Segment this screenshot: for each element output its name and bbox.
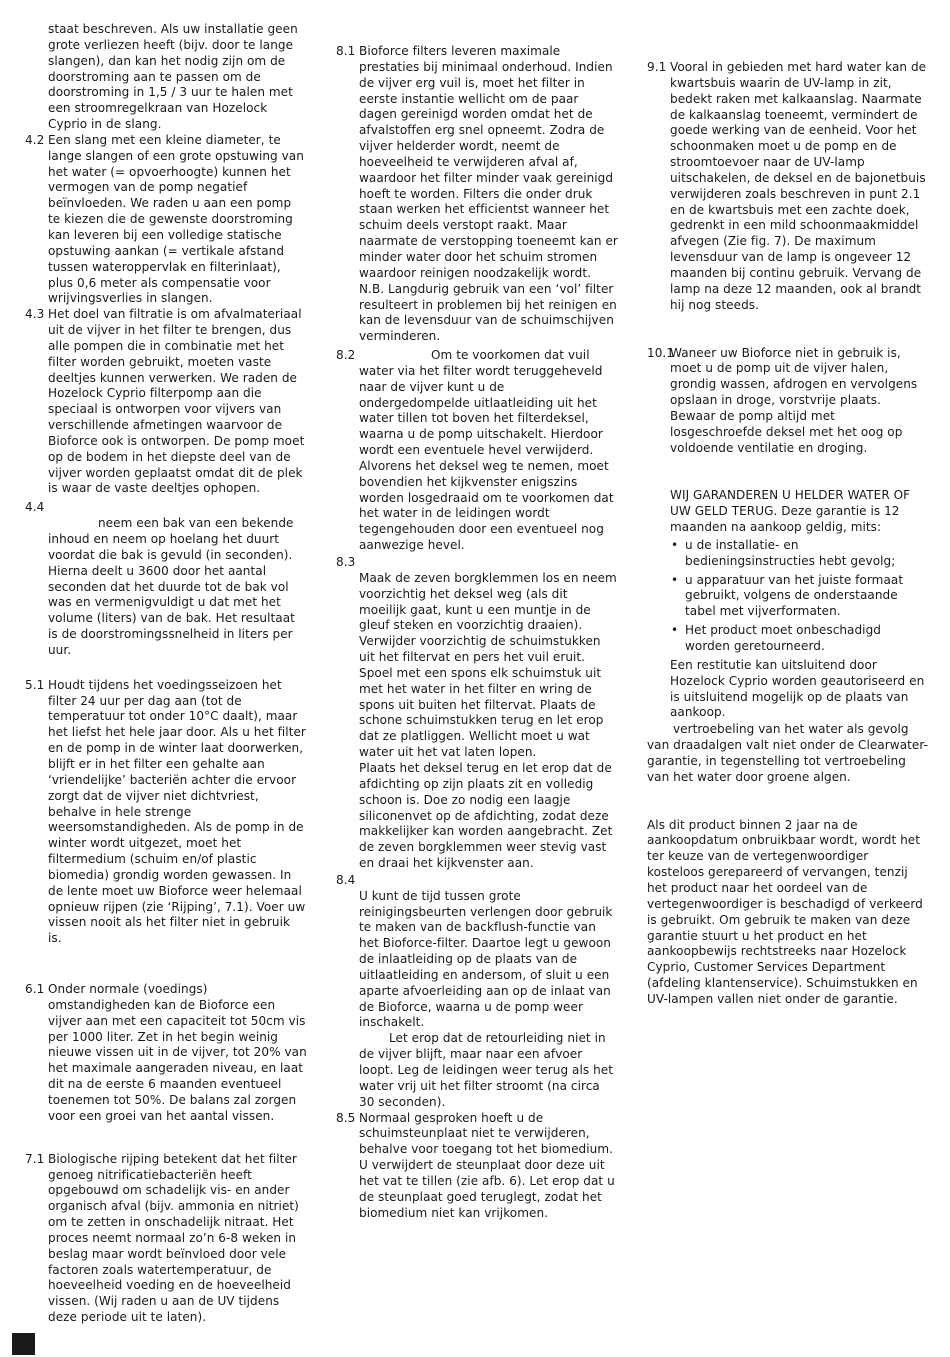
guarantee-intro: WIJ GARANDEREN U HELDER WATER OF UW GELD TERUG. Deze garantie is 12 maanden na aankoop geldig, mits: <box>670 488 911 535</box>
section-text: Biologische rijping betekent dat het filter genoeg nitrificatiebacteriën heeft opgebouwd om schadelijk vis- en ander organisch afval (bijv. ammonia en nitriet) om te zetten in onschadelijk nitraat. Het proces neemt normaal zo’n 6-8 weken in beslag maar wordt beïnvloed door vele factoren zoals watertemperatuur, de hoeveelheid voeding en de hoeveelheid vissen. (Wij raden u aan de UV tijdens deze periode uit te laten). <box>48 1151 299 1325</box>
column-middle <box>336 44 618 1221</box>
bullet-icon: • <box>671 537 679 552</box>
column-left <box>25 22 307 1326</box>
section-number: 5.1 <box>25 677 45 692</box>
bullet-icon: • <box>671 623 679 638</box>
bullet-icon: • <box>671 572 679 587</box>
section-number: 6.1 <box>25 982 45 997</box>
section-text-a: U kunt de tijd tussen grote reinigingsbeurten verlengen door gebruik te maken van de backflush-functie van het Bioforce-filter. Daartoe legt u gewoon de inlaatleiding op de plaats van de uitlaatleiding en andersom, of sluit u een aparte afvoerleiding aan op de inlaat van de Bioforce, waarna u de pomp weer inschakelt. <box>359 888 613 1030</box>
section-text: Waneer uw Bioforce niet in gebruik is, moet u de pomp uit de vijver halen, grondig wassen, afdrogen en vervolgens opslaan in droge, vorstvrije plaats. Bewaar de pomp altijd met losgeschroefde deksel met het oog op voldoende ventilatie en droging. <box>670 345 918 455</box>
section-4-4 <box>25 500 307 658</box>
list-item <box>670 623 929 655</box>
section-number: 10.1 <box>647 345 675 360</box>
section-5-1 <box>25 678 307 947</box>
section-text: Houdt tijdens het voedingsseizoen het filter 24 uur per dag aan (tot de temperatuur tot onder 10°C daalt), maar het liefst het hele jaar door. Als u het filter en de pomp in de winter laat doorwerken, blijft er in het filter een gehalte aan ‘vriendelijke’ bacteriën achter die ervoor zorgt dat de vijver niet dichtvriest, behalve in hele strenge weersomstandigheden. Als de pomp in de winter wordt uitgezet, moet het filtermedium (schuim en/of plastic biomedia) grondig worden gewassen. In de lente moet uw Bioforce weer helemaal opnieuw rijpen (zie ‘Rijping’, 7.1). Voer uw vissen nooit als het filter niet in gebruik is. <box>48 677 306 946</box>
section-text: Het doel van filtratie is om afvalmateriaal uit de vijver in het filter te brengen, dus alle pompen die in combinatie met het filter worden gebruikt, moeten vaste deeltjes kunnen verwerken. We raden de Hozelock Cyprio filterpomp aan die speciaal is ontworpen voor vijvers van verschillende afmetingen waarvoor de Bioforce ook is ontworpen. De pomp moet op de bodem in het diepste deel van de vijver worden geplaatst omdat dit de plek is waar de vaste deeltjes ophopen. <box>48 307 305 496</box>
section-8-5 <box>336 1111 618 1222</box>
section-text-b: Plaats het deksel terug en let erop dat de afdichting op zijn plaats zit en volledig schoon is. Doe zo nodig een laagje siliconenvet op de afdichting, zodat deze makkelijker kan worden aangebracht. Zet de zeven borgklemmen weer stevig vast en draai het kijkvenster aan. <box>359 760 613 871</box>
list-item <box>670 573 929 621</box>
section-number: 4.4 <box>25 500 45 515</box>
guarantee-block <box>647 488 929 721</box>
section-10-1 <box>647 346 929 457</box>
warranty-text: Als dit product binnen 2 jaar na de aankoopdatum onbruikbaar wordt, wordt het ter keuze van de vertegenwoordiger kosteloos gerepareerd of vervangen, tenzij het product naar het oordeel van de vertegenwoordiger is beschadigd of verkeerd is gebruikt. Om gebruik te maken van deze garantie stuurt u het product en het aankoopbewijs rechtstreeks naar Hozelock Cyprio, Customer Services Department (afdeling klantenservice). Schuimstukken en UV-lampen vallen niet onder de garantie. <box>647 817 923 1006</box>
section-number: 4.3 <box>25 307 45 322</box>
column-right <box>647 60 929 1008</box>
section-8-1 <box>336 44 618 345</box>
section-7-1 <box>25 1152 307 1326</box>
section-text: Een slang met een kleine diameter, te lange slangen of een grote opstuwing van het water (= opvoerhoogte) kunnen het vermogen van de pomp negatief beïnvloeden. We raden u aan een pomp te kiezen die de gewenste doorstroming kan leveren bij een volledige statische opstuwing aankan (= vertikale afstand tussen wateroppervlak en filterinlaat), plus 0,6 meter als compensatie voor wrijvingsverlies in slangen. <box>48 132 304 306</box>
section-text: neem een bak van een bekende inhoud en neem op hoelang het duurt voordat die bak is gevuld (in seconden). Hierna deelt u 3600 door het aantal seconden dat het duurde tot de bak vol was en vermenigvuldigt u dat met het volume (liters) van de bak. Het resultaat is de doorstromingssnelheid in liters per uur. <box>48 516 295 657</box>
section-8-4 <box>336 873 618 1111</box>
section-text: Vooral in gebieden met hard water kan de kwartsbuis waarin de UV-lamp in zit, bedekt raken met kalkaanslag. Naarmate de kalkaanslag toeneemt, vermindert de goede werking van de eenheid. Voor het schoonmaken moet u de pomp en de stroomtoevoer naar de UV-lamp uitschakelen, de deksel en de bajonetbuis verwijderen zoals beschreven in punt 2.1 en de kwartsbuis met een zachte doek, gedrenkt in een mild schoonmaakmiddel afvegen (Zie fig. 7). De maximum levensduur van de lamp is ongeveer 12 maanden bij continu gebruik. Vervang de lamp na deze 12 maanden, ook al brandt hij nog steeds. <box>670 60 927 312</box>
section-8-3 <box>336 555 618 872</box>
section-text: Bioforce filters leveren maximale prestaties bij minimaal onderhoud. Indien de vijver erg vuil is, moet het filter in eerste instantie wellicht om de paar dagen gereinigd worden omdat het de afvalstoffen erg snel opneemt. Zodra de vijver helderder wordt, neemt de hoeveelheid te verwijderen afval af, waardoor het filter minder vaak gereinigd hoeft te worden. Filters die onder druk staan werken het efficientst wanneer het schuim deels verstopt raakt. Maar naarmate de verstopping toeneemt kan er minder water door het schuim stromen waardoor reinigen noodzakelijk wordt. N.B. Langdurig gebruik van een ‘vol’ filter resulteert in problemen bij het reinigen en kan de levensduur van de schuimschijven verminderen. <box>359 44 618 344</box>
page-corner-marker <box>12 1333 35 1355</box>
restitution-text: Een restitutie kan uitsluitend door Hozelock Cyprio worden geautoriseerd en is uitsluitend mogelijk op de plaats van aankoop. <box>670 657 925 720</box>
section-number: 8.1 <box>336 44 356 58</box>
section-number: 4.2 <box>25 132 45 147</box>
section-number: 8.5 <box>336 1110 356 1125</box>
clearwater-text: vertroebeling van het water als gevolg van draadalgen valt niet onder de Clearwater-garantie, in tegenstelling tot vertroebeling van het water door groene algen. <box>647 722 928 784</box>
guarantee-conditions-list <box>670 538 929 655</box>
section-4-3 <box>25 307 307 497</box>
section-4-2 <box>25 133 307 307</box>
section-text: Onder normale (voedings) omstandigheden kan de Bioforce een vijver aan met een capaciteit tot 50cm vis per 1000 liter. Zet in het begin weinig nieuwe vissen uit in de vijver, tot 20% van het maximale aangeraden niveau, en laat dit na de eerste 6 maanden eventueel toenemen tot 50%. De balans zal zorgen voor een groei van het aantal vissen. <box>48 982 307 1123</box>
section-8-2 <box>336 348 618 554</box>
intro-text: staat beschreven. Als uw installatie geen grote verliezen heeft (bijv. door te lange slangen), dan kan het nodig zijn om de doorstroming aan te passen om de doorstroming in 1,5 / 3 uur te halen met een stroomregelkraan van Hozelock Cyprio in de slang. <box>48 22 298 132</box>
clearwater-note <box>647 722 929 785</box>
list-item-text: u apparatuur van het juiste formaat gebruikt, volgens de onderstaande tabel met vijverformaten. <box>685 572 904 619</box>
warranty-block <box>647 818 929 1008</box>
list-item-text: u de installatie- en bedieningsinstructies hebt gevolg; <box>685 537 896 568</box>
section-text: Normaal gesproken hoeft u de schuimsteunplaat niet te verwijderen, behalve voor toegang tot het biomedium. U verwijdert de steunplaat door deze uit het vat te tillen (zie afb. 6). Let erop dat u de steunplaat goed teruglegt, zodat het biomedium niet kan vrijkomen. <box>359 1110 615 1220</box>
section-text-a: Maak de zeven borgklemmen los en neem voorzichtig het deksel weg (als dit moeilijk gaat, kunt u een muntje in de gleuf steken en voorzichtig draaien). Verwijder voorzichtig de schuimstukken uit het filtervat en pers het vuil eruit. Spoel met een spons elk schuimstuk uit met het water in het filter en wring de spons uit buiten het filtervat. Plaats de schone schuimstukken terug en let erop dat ze platliggen. Wellicht moet u wat water uit het vat laten lopen. <box>359 570 617 760</box>
section-number: 9.1 <box>647 60 667 74</box>
intro-continuation <box>25 22 307 133</box>
list-item <box>670 538 929 570</box>
section-text: Om te voorkomen dat vuil water via het filter wordt teruggeheveld naar de vijver kunt u de ondergedompelde uitlaatleiding uit het water tillen tot boven het filterdeksel, waarna u de pomp uitschakelt. Hierdoor wordt een eventuele hevel verwijderd. Alvorens het deksel weg te nemen, moet bovendien het kijkvenster enigszins worden losgedraaid om te voorkomen dat het water in de leidingen wordt tegengehouden door een eventueel nog aanwezige hevel. <box>359 348 614 553</box>
section-number: 7.1 <box>25 1151 45 1166</box>
section-9-1 <box>647 60 929 314</box>
section-number: 8.2 <box>336 348 356 363</box>
section-6-1 <box>25 982 307 1125</box>
list-item-text: Het product moet onbeschadigd worden geretourneerd. <box>685 623 881 653</box>
section-number: 8.3 <box>336 555 356 569</box>
section-number: 8.4 <box>336 872 356 887</box>
section-text-b: Let erop dat de retourleiding niet in de vijver blijft, maar naar een afvoer loopt. Leg de leidingen weer terug als het water vrij uit het filter stroomt (na circa 30 seconden). <box>359 1031 614 1109</box>
